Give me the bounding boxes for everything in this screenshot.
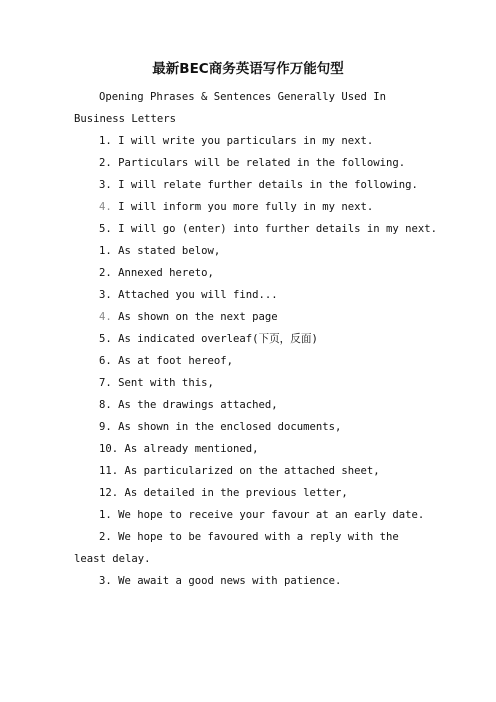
phrase-number: 3. bbox=[99, 575, 112, 587]
phrase-number: 5. bbox=[99, 223, 112, 235]
phrase-number: 5. bbox=[99, 333, 112, 345]
phrase-number: 9. bbox=[99, 421, 112, 433]
phrase-text: As the drawings attached, bbox=[118, 399, 278, 411]
phrase-text: I will write you particulars in my next. bbox=[118, 135, 374, 147]
phrase-number: 1. bbox=[99, 509, 112, 521]
phrase-text: We hope to be favoured with a reply with the least delay. bbox=[74, 531, 399, 565]
phrase-number: 11. bbox=[99, 465, 119, 477]
phrase-item bbox=[74, 152, 422, 174]
document-title: 最新BEC商务英语写作万能句型 bbox=[152, 61, 344, 77]
phrase-item bbox=[74, 262, 422, 284]
phrase-item bbox=[74, 460, 422, 482]
phrase-text: We hope to receive your favour at an early date. bbox=[118, 509, 425, 521]
phrase-text: As stated below, bbox=[118, 245, 221, 257]
phrase-item bbox=[74, 328, 422, 350]
phrase-number: 2. bbox=[99, 267, 112, 279]
phrase-item bbox=[74, 394, 422, 416]
document-body bbox=[74, 86, 438, 592]
phrase-number: 8. bbox=[99, 399, 112, 411]
phrase-text: Sent with this, bbox=[118, 377, 214, 389]
phrase-number: 4. bbox=[99, 311, 112, 323]
phrase-text: Annexed hereto, bbox=[118, 267, 214, 279]
phrase-text: As already mentioned, bbox=[124, 443, 259, 455]
phrase-text: As particularized on the attached sheet, bbox=[124, 465, 380, 477]
phrase-list bbox=[74, 130, 438, 526]
phrase-item bbox=[74, 416, 422, 438]
phrase-item bbox=[74, 240, 422, 262]
intro-paragraph: Opening Phrases & Sentences Generally Used In Business Letters bbox=[74, 91, 387, 125]
phrase-item bbox=[74, 196, 422, 218]
phrase-number: 1. bbox=[99, 245, 112, 257]
phrase-text: As at foot hereof, bbox=[118, 355, 233, 367]
phrase-number: 2. bbox=[99, 531, 112, 543]
phrase-text: As indicated overleaf(下页，反面) bbox=[118, 333, 318, 345]
phrase-item bbox=[74, 504, 425, 526]
phrase-text: As shown in the enclosed documents, bbox=[118, 421, 342, 433]
phrase-item bbox=[74, 284, 422, 306]
phrase-item bbox=[74, 218, 438, 240]
phrase-item bbox=[74, 130, 422, 152]
phrase-text: I will go (enter) into further details in my next. bbox=[118, 223, 438, 235]
phrase-text: Attached you will find... bbox=[118, 289, 278, 301]
phrase-number: 1. bbox=[99, 135, 112, 147]
phrase-number: 7. bbox=[99, 377, 112, 389]
phrase-number: 12. bbox=[99, 487, 119, 499]
phrase-item bbox=[74, 482, 422, 504]
phrase-text: As shown on the next page bbox=[118, 311, 278, 323]
phrase-number: 4. bbox=[99, 201, 112, 213]
phrase-item bbox=[74, 438, 422, 460]
phrase-text: We await a good news with patience. bbox=[118, 575, 342, 587]
phrase-number: 6. bbox=[99, 355, 112, 367]
phrase-item bbox=[74, 306, 422, 328]
phrase-number: 3. bbox=[99, 289, 112, 301]
phrase-number: 3. bbox=[99, 179, 112, 191]
phrase-text: Particulars will be related in the following. bbox=[118, 157, 406, 169]
phrase-text: As detailed in the previous letter, bbox=[124, 487, 348, 499]
phrase-number: 2. bbox=[99, 157, 112, 169]
phrase-item-wrapped bbox=[74, 526, 422, 570]
phrase-item bbox=[74, 174, 422, 196]
phrase-text: I will relate further details in the following. bbox=[118, 179, 418, 191]
phrase-text: I will inform you more fully in my next. bbox=[118, 201, 374, 213]
phrase-item bbox=[74, 372, 422, 394]
phrase-item-last bbox=[74, 570, 422, 592]
phrase-number: 10. bbox=[99, 443, 119, 455]
phrase-item bbox=[74, 350, 422, 372]
